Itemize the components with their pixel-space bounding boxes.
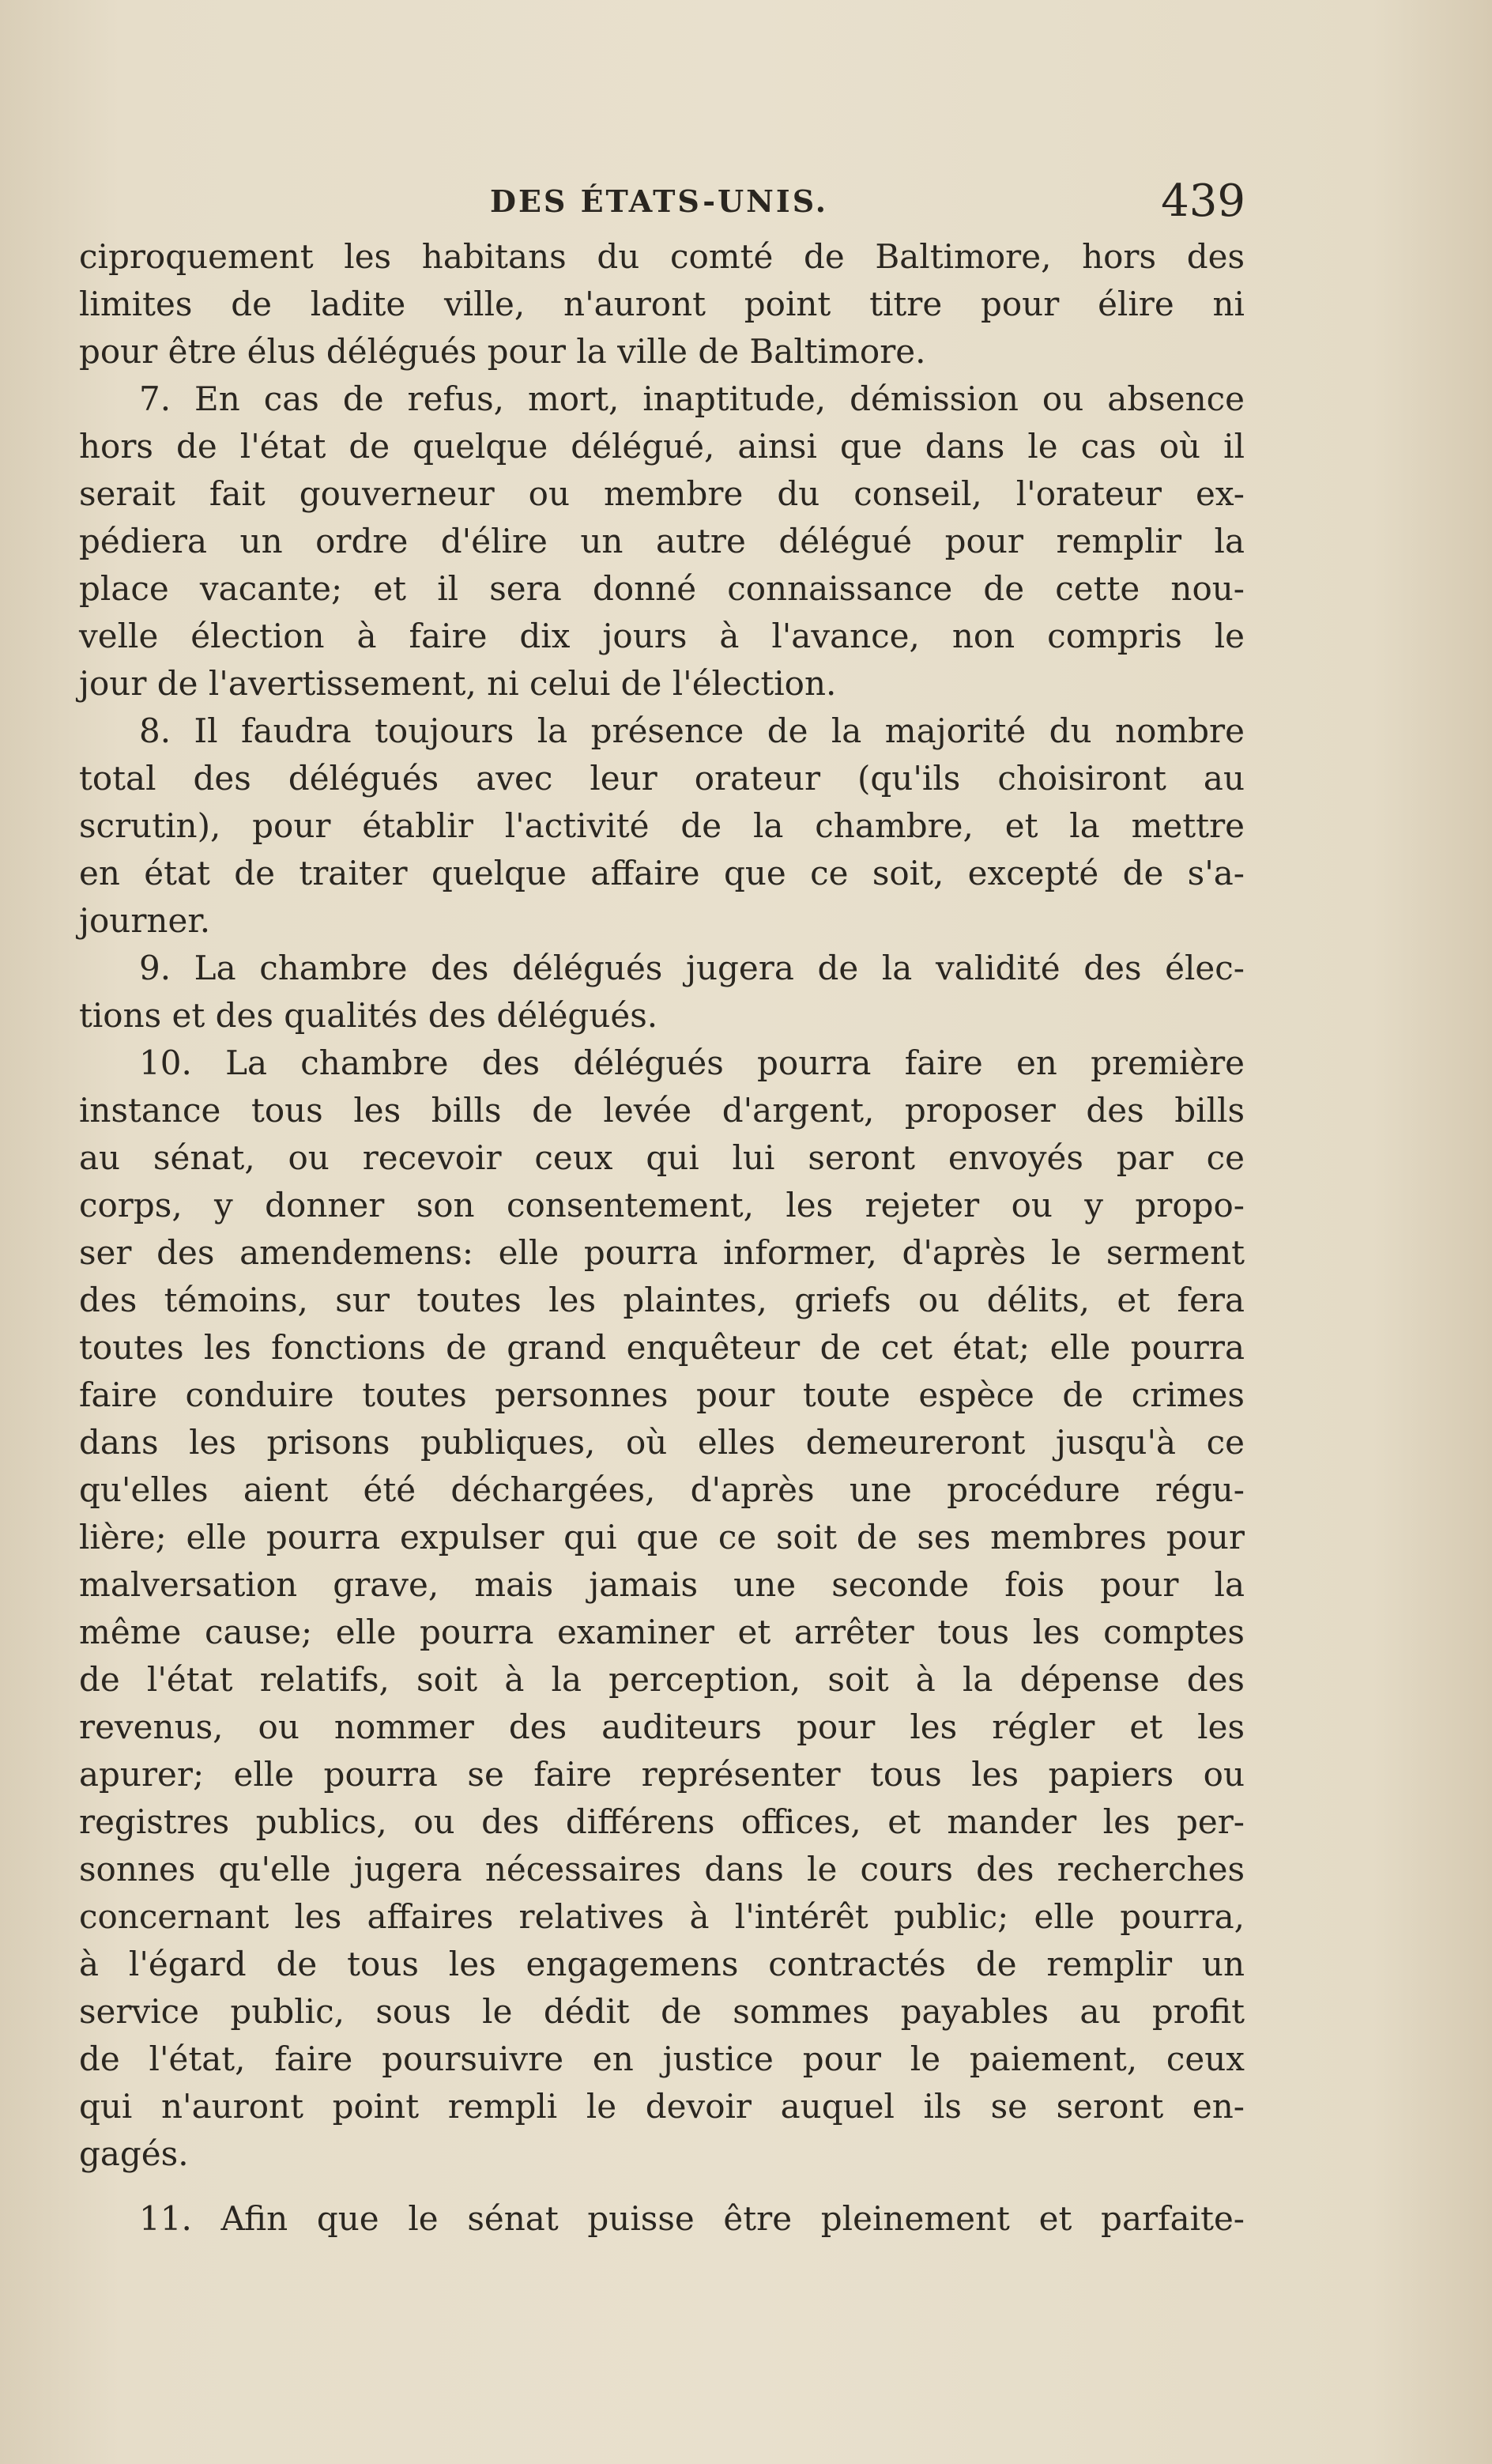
text-line: hors de l'état de quelque délégué, ainsi que dans le cas où il [79, 427, 1245, 466]
text-line: pour être élus délégués pour la ville de Baltimore. [79, 332, 926, 371]
text-line: limites de ladite ville, n'auront point titre pour élire ni [79, 285, 1245, 323]
text-line: qu'elles aient été déchargées, d'après une procédure régu- [79, 1470, 1245, 1509]
text-line: sonnes qu'elle jugera nécessaires dans le cours des recherches [79, 1850, 1245, 1889]
text-line: revenus, ou nommer des auditeurs pour les régler et les [79, 1707, 1245, 1746]
text-line: 9. La chambre des délégués jugera de la validité des élec- [139, 949, 1245, 987]
text-line: qui n'auront point rempli le devoir auquel ils se seront en- [79, 2087, 1245, 2126]
text-line: ser des amendemens: elle pourra informer, d'après le serment [79, 1233, 1245, 1272]
text-line: corps, y donner son consentement, les rejeter ou y propo- [79, 1186, 1245, 1224]
text-line: 10. La chambre des délégués pourra faire en première [139, 1043, 1245, 1082]
text-line: gagés. [79, 2134, 189, 2173]
text-line: malversation grave, mais jamais une seconde fois pour la [79, 1565, 1245, 1604]
running-title: DES ÉTATS-UNIS. [490, 183, 829, 219]
text-line: pédiera un ordre d'élire un autre délégué pour remplir la [79, 522, 1245, 560]
text-line: journer. [79, 901, 211, 940]
text-line: concernant les affaires relatives à l'intérêt public; elle pourra, [79, 1897, 1245, 1936]
text-line: faire conduire toutes personnes pour toute espèce de crimes [79, 1375, 1245, 1414]
text-line: au sénat, ou recevoir ceux qui lui seront envoyés par ce [79, 1138, 1245, 1177]
text-line: de l'état, faire poursuivre en justice pour le paiement, ceux [79, 2039, 1245, 2078]
text-line: registres publics, ou des différens offices, et mander les per- [79, 1802, 1245, 1841]
text-line: en état de traiter quelque affaire que ce soit, excepté de s'a- [79, 854, 1245, 892]
text-line: serait fait gouverneur ou membre du conseil, l'orateur ex- [79, 474, 1245, 513]
text-line: dans les prisons publiques, où elles demeureront jusqu'à ce [79, 1423, 1245, 1462]
text-line: ciproquement les habitans du comté de Baltimore, hors des [79, 237, 1245, 276]
text-line: toutes les fonctions de grand enquêteur de cet état; elle pourra [79, 1328, 1245, 1367]
text-line: scrutin), pour établir l'activité de la chambre, et la mettre [79, 806, 1245, 845]
text-line: même cause; elle pourra examiner et arrêter tous les comptes [79, 1613, 1245, 1651]
text-line: velle élection à faire dix jours à l'avance, non compris le [79, 617, 1245, 655]
body-text [79, 233, 1245, 2243]
text-line: place vacante; et il sera donné connaissance de cette nou- [79, 569, 1245, 608]
text-line: apurer; elle pourra se faire représenter tous les papiers ou [79, 1755, 1245, 1794]
page-header [0, 175, 1492, 239]
text-line: 7. En cas de refus, mort, inaptitude, démission ou absence [139, 379, 1245, 418]
text-line: 8. Il faudra toujours la présence de la majorité du nombre [139, 711, 1245, 750]
text-line: 11. Afin que le sénat puisse être pleinement et parfaite- [139, 2199, 1245, 2238]
text-line: service public, sous le dédit de sommes payables au profit [79, 1992, 1245, 2031]
text-line: de l'état relatifs, soit à la perception, soit à la dépense des [79, 1660, 1245, 1699]
text-line: instance tous les bills de levée d'argent, proposer des bills [79, 1091, 1245, 1130]
text-line: jour de l'avertissement, ni celui de l'élection. [79, 664, 837, 703]
text-line: tions et des qualités des délégués. [79, 996, 658, 1035]
text-line: des témoins, sur toutes les plaintes, griefs ou délits, et fera [79, 1281, 1245, 1319]
text-line: total des délégués avec leur orateur (qu'ils choisiront au [79, 759, 1245, 798]
text-line: à l'égard de tous les engagemens contractés de remplir un [79, 1945, 1245, 1983]
page-number: 439 [1161, 175, 1245, 227]
text-line: lière; elle pourra expulser qui que ce soit de ses membres pour [79, 1518, 1245, 1557]
